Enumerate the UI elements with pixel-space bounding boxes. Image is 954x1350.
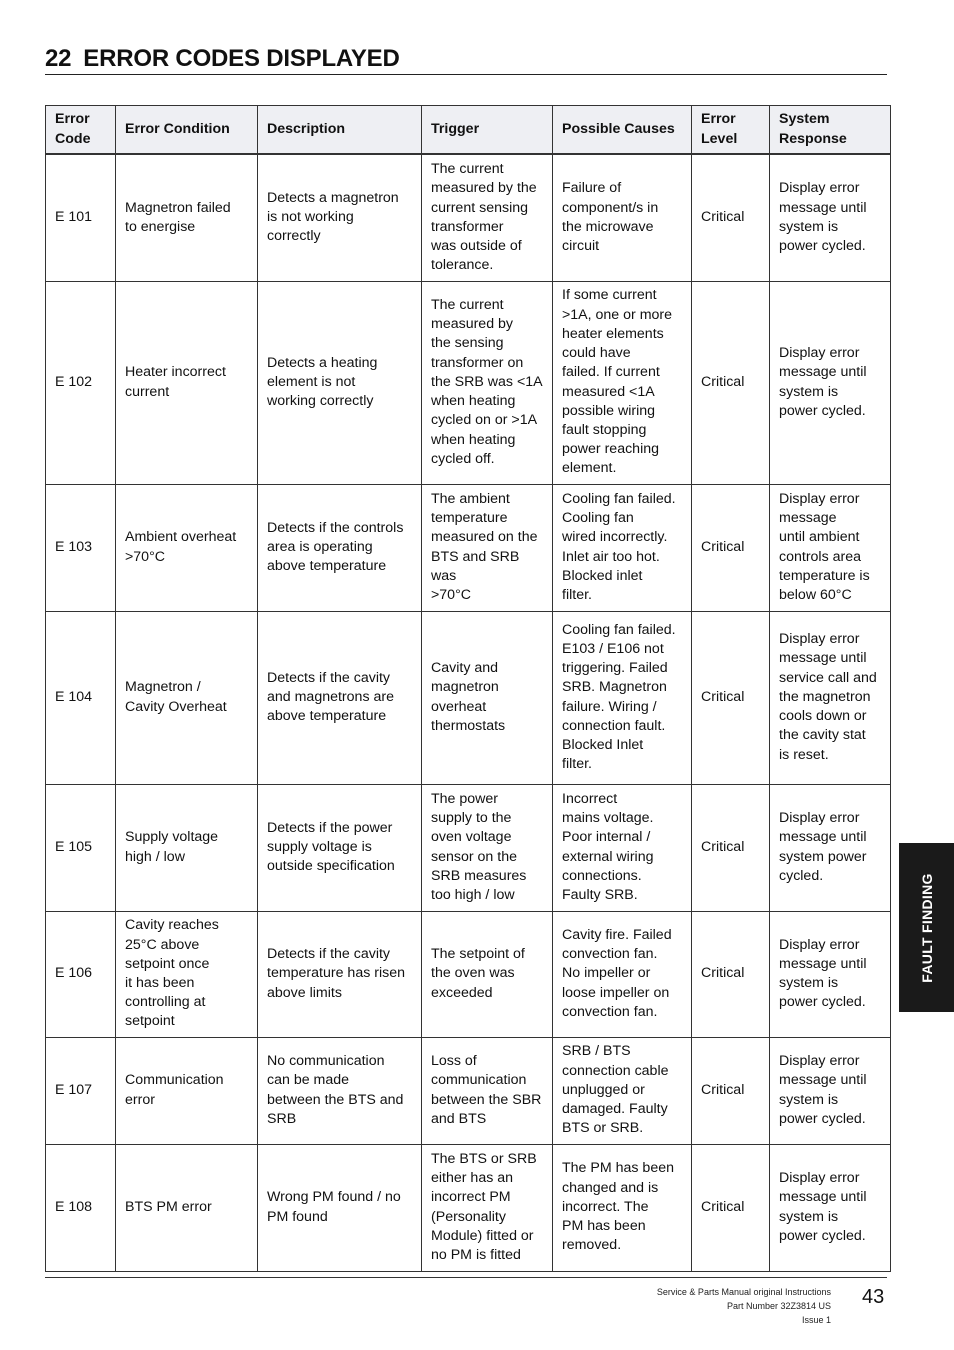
cell-error-condition: [116, 1037, 258, 1144]
header-row: [46, 106, 891, 155]
cell-text: BTS PM error: [125, 1198, 212, 1215]
cell-description: [258, 1037, 422, 1144]
cell-text: E 104: [55, 688, 93, 705]
cell-error-level: [692, 1144, 770, 1271]
cell-text: If some current >1A, one or more heater elements could have failed. If current measured <1A possible wiring fault stopping power reaching element.: [562, 287, 673, 477]
cell-text: Heater incorrect current: [125, 364, 226, 400]
cell-trigger: [422, 784, 553, 911]
cell-text: Detects if the power supply voltage is outside specification: [267, 819, 395, 875]
cell-system-response: [770, 281, 891, 484]
cell-text: The setpoint of the oven was exceeded: [431, 946, 525, 1001]
cell-text: Cavity fire. Failed convection fan. No impeller or loose impeller on convection fan.: [562, 926, 672, 1020]
footer-divider: [45, 1277, 887, 1278]
cell-system-response: [770, 911, 891, 1037]
cell-description: [258, 484, 422, 611]
cell-description: [258, 784, 422, 911]
footer-part-number: Part Number 32Z3814 US: [726, 1301, 831, 1311]
cell-error-level: [692, 484, 770, 611]
cell-text: Display error message until system is power cycled.: [779, 1053, 867, 1127]
section-number: 22: [45, 45, 72, 72]
table-row: [46, 784, 891, 911]
footer-issue: Issue 1: [801, 1315, 831, 1325]
cell-system-response: [770, 784, 891, 911]
page-number: 43: [862, 1286, 885, 1308]
cell-text: Display error message until system is power cycled.: [779, 345, 867, 419]
cell-text: Display error message until system power cycled.: [779, 810, 867, 884]
cell-error-code: [46, 1037, 116, 1144]
cell-possible-causes: [553, 784, 692, 911]
cell-error-code: [46, 484, 116, 611]
cell-text: Incorrect mains voltage. Poor internal / external wiring connections. Faulty SRB.: [562, 790, 654, 903]
cell-text: E 108: [55, 1198, 93, 1215]
cell-text: Display error message until system is power cycled.: [779, 1170, 867, 1244]
cell-text: Display error message until ambient controls area temperature is below 60°C: [779, 490, 870, 603]
cell-text: The current measured by the sensing transformer on the SRB was <1A when heating cycled on or >1A when heating cycled off.: [431, 297, 543, 467]
cell-error-code: [46, 154, 116, 281]
column-header-label: Error Level: [701, 111, 738, 147]
column-header-label: Trigger: [431, 120, 480, 137]
column-header-system-response: [770, 106, 891, 155]
cell-text: The current measured by the current sensing transformer was outside of tolerance.: [431, 161, 537, 274]
table-row: [46, 281, 891, 484]
cell-system-response: [770, 1037, 891, 1144]
cell-error-level: [692, 784, 770, 911]
cell-error-level: [692, 911, 770, 1037]
cell-text: Display error message until system is power cycled.: [779, 180, 867, 254]
error-codes-table: [45, 105, 891, 1272]
cell-text: SRB / BTS connection cable unplugged or damaged. Faulty BTS or SRB.: [562, 1043, 669, 1137]
cell-text: Loss of communication between the SBR and BTS: [431, 1053, 542, 1127]
cell-description: [258, 911, 422, 1037]
cell-text: E 103: [55, 538, 93, 555]
cell-error-code: [46, 1144, 116, 1271]
cell-text: The power supply to the oven voltage sensor on the SRB measures too high / low: [431, 790, 527, 903]
cell-error-condition: [116, 611, 258, 784]
cell-system-response: [770, 611, 891, 784]
cell-text: Critical: [701, 1198, 745, 1215]
cell-trigger: [422, 611, 553, 784]
section-title: ERROR CODES DISPLAYED: [83, 45, 400, 72]
column-header-error-code: [46, 106, 116, 155]
footer-manual-title: Service & Parts Manual original Instructions: [656, 1287, 831, 1297]
cell-trigger: [422, 281, 553, 484]
table-row: [46, 154, 891, 281]
cell-system-response: [770, 1144, 891, 1271]
cell-text: E 107: [55, 1081, 93, 1098]
column-header-label: Description: [267, 120, 346, 137]
cell-text: Detects a heating element is not working correctly: [267, 354, 378, 410]
cell-text: Critical: [701, 209, 745, 226]
cell-trigger: [422, 1037, 553, 1144]
cell-text: Critical: [701, 373, 745, 390]
column-header-error-condition: [116, 106, 258, 155]
cell-text: Communication error: [125, 1072, 224, 1108]
table-body: [46, 154, 891, 1271]
cell-text: Detects if the cavity temperature has risen above limits: [267, 946, 406, 1001]
cell-text: Critical: [701, 965, 745, 982]
cell-error-condition: [116, 1144, 258, 1271]
cell-text: No communication can be made between the BTS and SRB: [267, 1053, 404, 1127]
cell-error-level: [692, 281, 770, 484]
cell-text: Critical: [701, 1081, 745, 1098]
cell-text: Magnetron failed to energise: [125, 199, 231, 235]
cell-trigger: [422, 154, 553, 281]
cell-error-code: [46, 784, 116, 911]
table-row: [46, 484, 891, 611]
table-row: [46, 911, 891, 1037]
side-tab: [899, 843, 954, 1012]
column-header-label: Error Code: [55, 111, 91, 147]
cell-description: [258, 281, 422, 484]
cell-text: The BTS or SRB either has an incorrect PM (Personality Module) fitted or no PM is fitted: [431, 1150, 537, 1263]
cell-possible-causes: [553, 281, 692, 484]
cell-description: [258, 611, 422, 784]
column-header-label: Possible Causes: [562, 120, 675, 137]
cell-possible-causes: [553, 611, 692, 784]
cell-error-code: [46, 611, 116, 784]
cell-error-condition: [116, 281, 258, 484]
column-header-description: [258, 106, 422, 155]
section-heading: [45, 44, 887, 75]
cell-possible-causes: [553, 484, 692, 611]
cell-text: The PM has been changed and is incorrect. The PM has been removed.: [562, 1160, 674, 1254]
cell-error-code: [46, 281, 116, 484]
cell-trigger: [422, 1144, 553, 1271]
cell-error-condition: [116, 484, 258, 611]
cell-text: E 105: [55, 838, 93, 855]
side-tab-label: FAULT FINDING: [918, 872, 935, 983]
cell-text: Cavity and magnetron overheat thermostats: [431, 660, 506, 734]
cell-text: Detects if the cavity and magnetrons are above temperature: [267, 669, 394, 725]
cell-text: Magnetron / Cavity Overheat: [125, 679, 227, 715]
cell-error-level: [692, 154, 770, 281]
cell-text: Failure of component/s in the microwave circuit: [562, 180, 659, 254]
cell-error-condition: [116, 154, 258, 281]
column-header-error-level: [692, 106, 770, 155]
cell-text: Detects if the controls area is operating above temperature: [267, 519, 404, 575]
cell-possible-causes: [553, 154, 692, 281]
cell-system-response: [770, 154, 891, 281]
table-header: [46, 106, 891, 155]
cell-text: Display error message until system is power cycled.: [779, 936, 867, 1011]
cell-text: E 106: [55, 965, 93, 982]
cell-trigger: [422, 911, 553, 1037]
table-row: [46, 1037, 891, 1144]
cell-possible-causes: [553, 1144, 692, 1271]
cell-error-level: [692, 1037, 770, 1144]
table-row: [46, 611, 891, 784]
cell-description: [258, 154, 422, 281]
cell-system-response: [770, 484, 891, 611]
table-row: [46, 1144, 891, 1271]
cell-error-condition: [116, 784, 258, 911]
cell-text: The ambient temperature measured on the BTS and SRB was >70°C: [431, 490, 538, 603]
cell-text: Cooling fan failed. Cooling fan wired incorrectly. Inlet air too hot. Blocked inlet filter.: [562, 490, 676, 603]
cell-text: Display error message until service call and the magnetron cools down or the cavity stat is reset.: [779, 631, 877, 763]
cell-text: E 102: [55, 373, 93, 390]
cell-text: Cavity reaches 25°C above setpoint once it has been controlling at setpoint: [125, 917, 219, 1030]
cell-text: Ambient overheat >70°C: [125, 529, 237, 565]
cell-text: Cooling fan failed. E103 / E106 not triggering. Failed SRB. Magnetron failure. Wiring / connection fault. Blocked Inlet filter.: [562, 621, 676, 773]
cell-text: E 101: [55, 209, 93, 226]
footer-info: [657, 1285, 831, 1327]
cell-possible-causes: [553, 911, 692, 1037]
cell-error-level: [692, 611, 770, 784]
cell-possible-causes: [553, 1037, 692, 1144]
column-header-trigger: [422, 106, 553, 155]
cell-text: Critical: [701, 688, 745, 705]
cell-error-code: [46, 911, 116, 1037]
cell-text: Supply voltage high / low: [125, 829, 219, 865]
column-header-label: System Response: [779, 111, 847, 147]
cell-error-condition: [116, 911, 258, 1037]
cell-description: [258, 1144, 422, 1271]
cell-text: Wrong PM found / no PM found: [267, 1189, 401, 1225]
cell-text: Critical: [701, 538, 745, 555]
cell-text: Critical: [701, 838, 745, 855]
cell-text: Detects a magnetron is not working correctly: [267, 189, 399, 245]
column-header-possible-causes: [553, 106, 692, 155]
column-header-label: Error Condition: [125, 120, 230, 137]
cell-trigger: [422, 484, 553, 611]
